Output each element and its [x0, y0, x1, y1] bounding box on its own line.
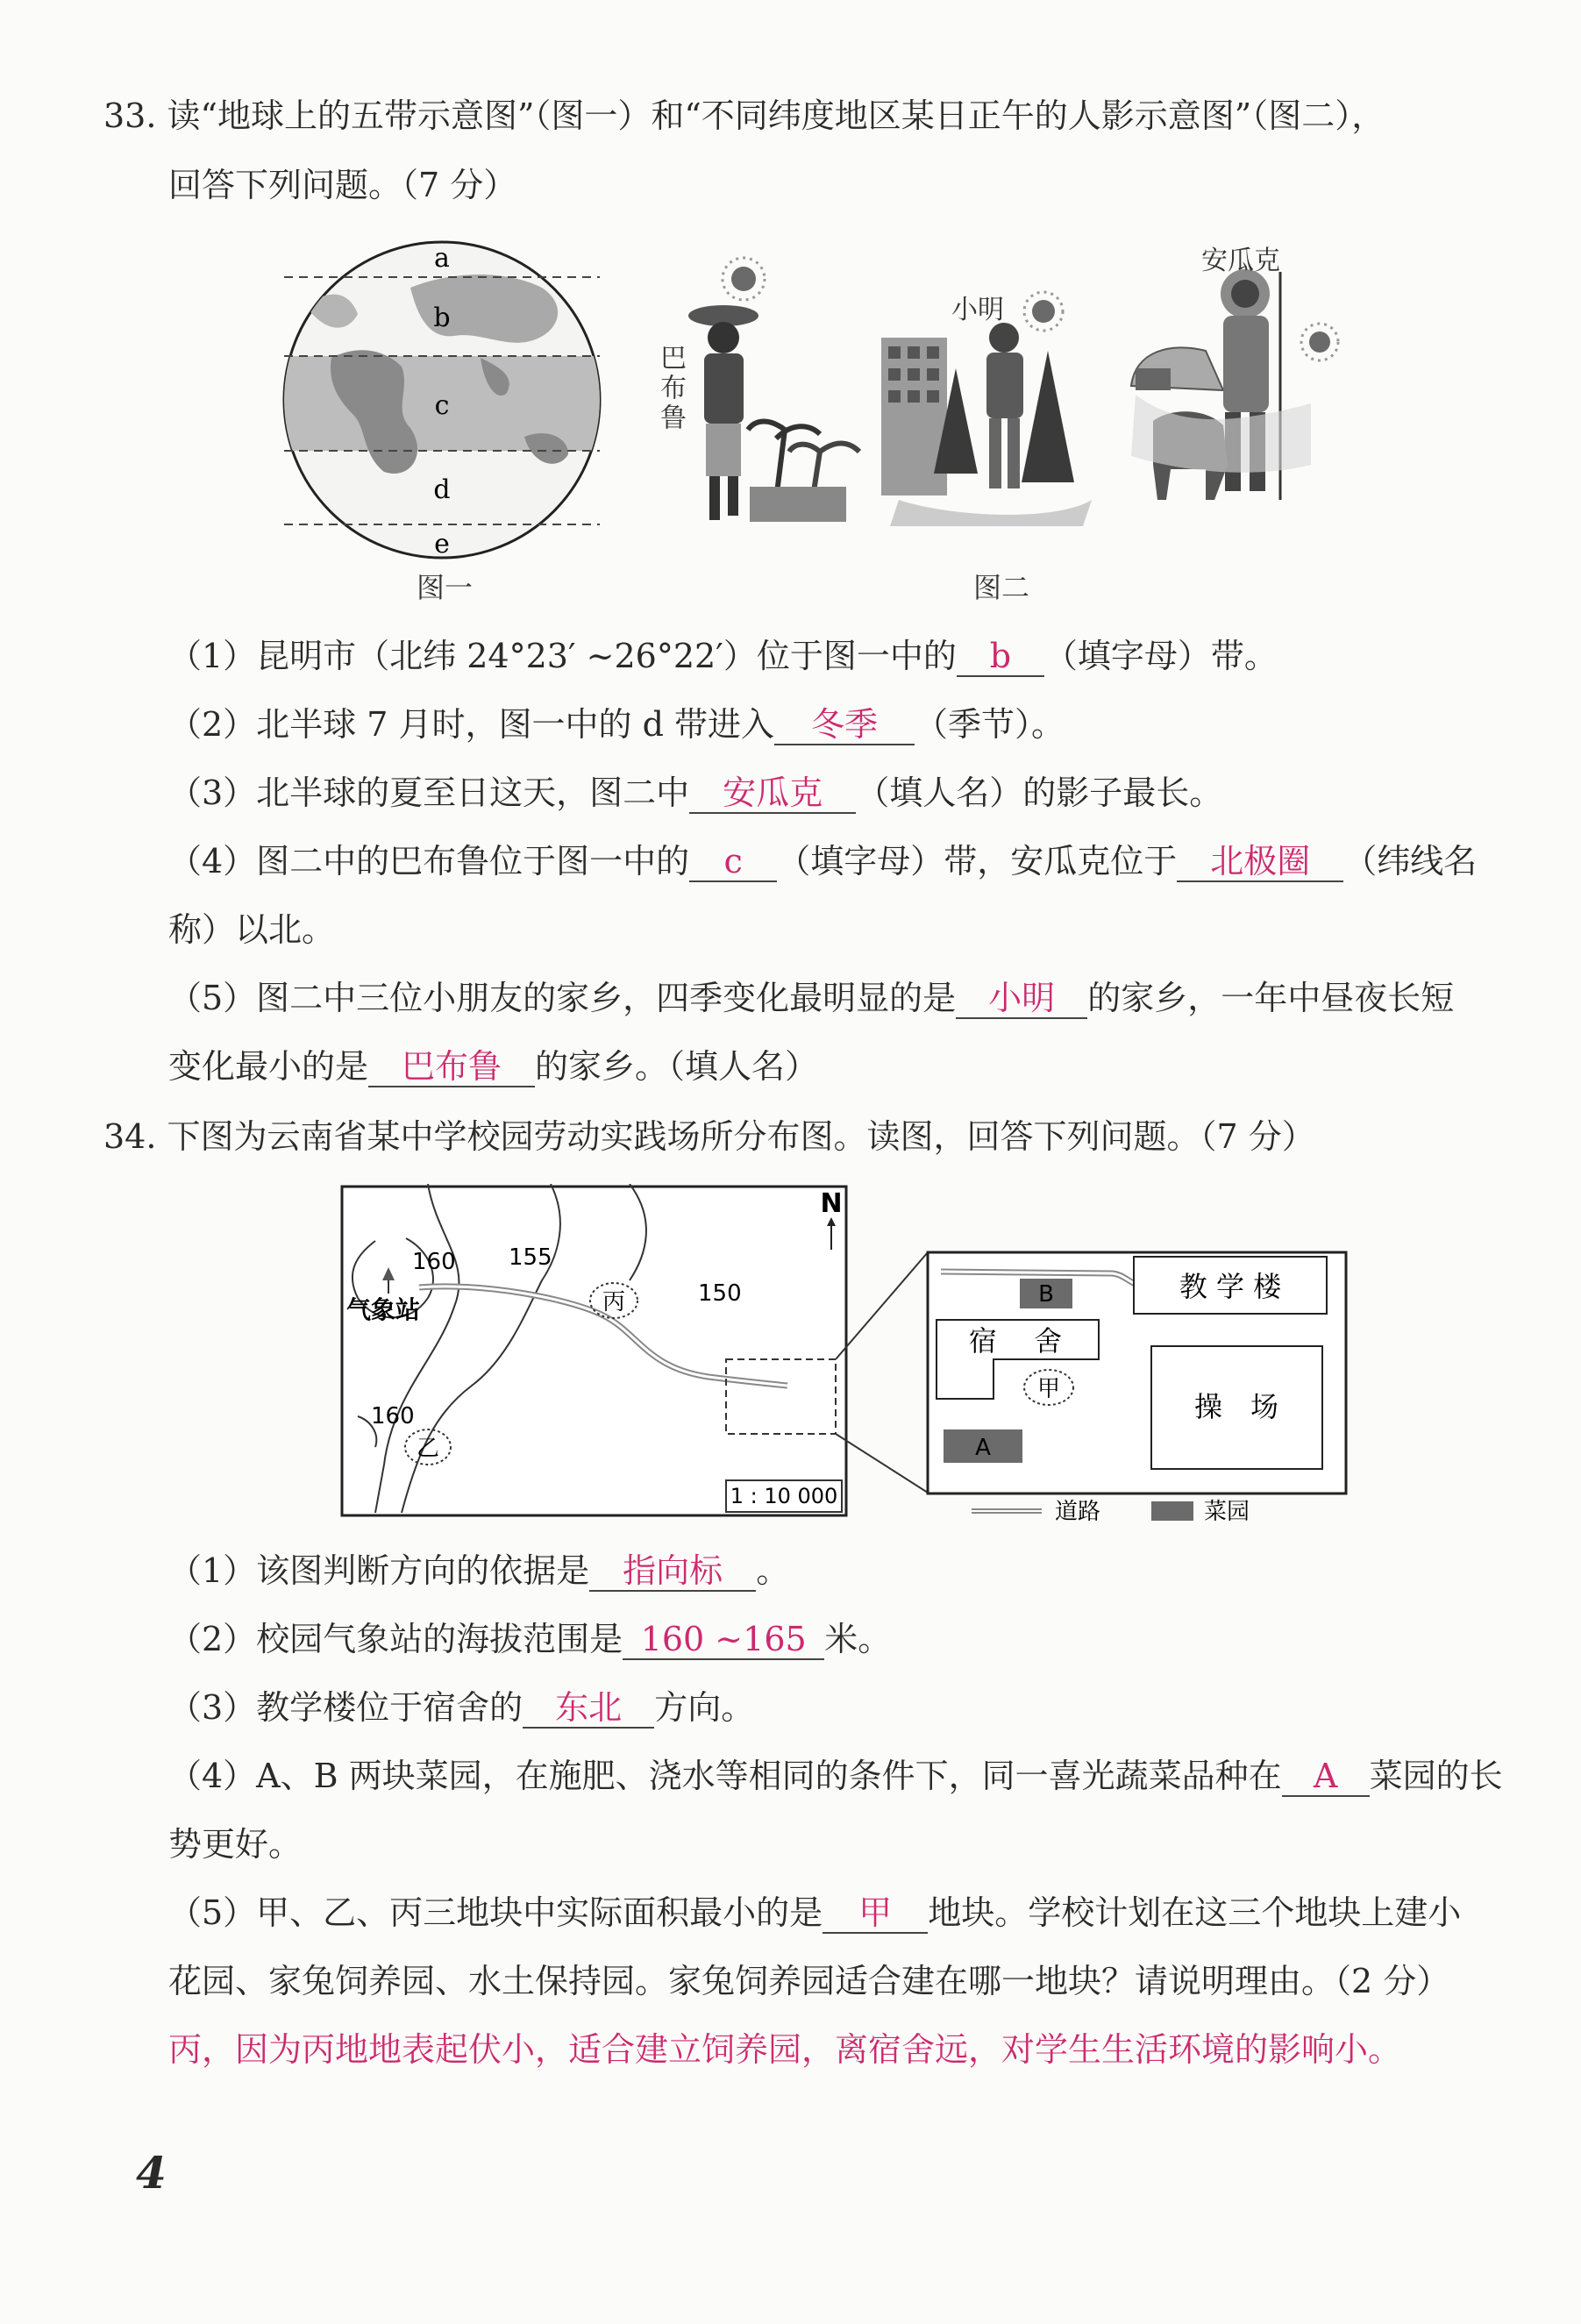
- building-dorm: 宿 舍: [968, 1324, 1063, 1358]
- fig2-illustrations: [645, 237, 1364, 539]
- q34-sub2: （2）校园气象站的海拔范围是 160 ~165 米。: [168, 1620, 892, 1658]
- q33-sub5: （5）图二中三位小朋友的家乡，四季变化最明显的是 小明 的家乡，一年中昼夜长短: [168, 979, 1455, 1017]
- q33-sub2: （2）北半球 7 月时，图一中的 d 带进入 冬季 （季节）。: [168, 705, 1065, 744]
- answer-blank[interactable]: 巴布鲁: [368, 1047, 535, 1087]
- q34-sub5-answer: 丙，因为丙地地表起伏小，适合建立饲养园，离宿舍远，对学生生活环境的影响小。: [168, 2030, 1402, 2069]
- building-playground: 操 场: [1193, 1390, 1279, 1423]
- legend-garden: 菜园: [1204, 1499, 1250, 1522]
- babulu-figure: [688, 305, 859, 522]
- fig1-globe: [279, 235, 610, 568]
- q33-sub4-line2: 称）以北。: [168, 910, 336, 949]
- zone-label-c: c: [434, 390, 450, 421]
- q34-sub4-line2: 势更好。: [168, 1825, 303, 1864]
- name-anguake: 安瓜克: [1201, 246, 1280, 276]
- contour-label: 160: [412, 1249, 456, 1275]
- q33-sub5-line2: 变化最小的是 巴布鲁 的家乡。（填人名）: [168, 1047, 819, 1086]
- sun-icon: [1301, 324, 1338, 360]
- contour-label: 150: [698, 1280, 742, 1307]
- q34-sub1: （1）该图判断方向的依据是 指向标 。: [168, 1551, 790, 1590]
- q33-sub3: （3）北半球的夏至日这天，图二中 安瓜克 （填人名）的影子最长。: [168, 773, 1223, 812]
- legend-road: 道路: [1055, 1499, 1101, 1522]
- anguake-figure: [1131, 269, 1311, 500]
- zone-label-a: a: [434, 243, 450, 274]
- q34-sub4: （4）A、B 两块菜园，在施肥、浇水等相同的条件下，同一喜光蔬菜品种在 A 菜园的长: [168, 1757, 1503, 1795]
- q33-sub4: （4）图二中的巴布鲁位于图一中的 c （填字母）带，安瓜克位于 北极圈 （纬线名: [168, 842, 1478, 880]
- answer-blank[interactable]: 安瓜克: [689, 773, 856, 814]
- answer-blank[interactable]: 小明: [956, 979, 1087, 1019]
- zone-label-d: d: [433, 474, 451, 505]
- station-label: 气象站: [346, 1295, 421, 1324]
- name-babulu: 巴布鲁: [655, 344, 686, 433]
- name-xiaoming: 小明: [951, 295, 1004, 325]
- page-number: 4: [136, 2147, 167, 2199]
- q34-sub5-line2: 花园、家兔饲养园、水土保持园。家兔饲养园适合建在哪一地块？请说明理由。（2 分）: [168, 1962, 1450, 2000]
- q34-sub5: （5）甲、乙、丙三地块中实际面积最小的是 甲 地块。学校计划在这三个地块上建小: [168, 1893, 1462, 1932]
- q33-title-line2: 回答下列问题。（7 分）: [168, 166, 517, 204]
- answer-blank[interactable]: 指向标: [589, 1551, 756, 1592]
- zone-label-e: e: [434, 529, 450, 560]
- q33-title-line1: 33. 读“地球上的五带示意图”（图一）和“不同纬度地区某日正午的人影示意图”（图二），: [103, 96, 1385, 135]
- q34-title: 34. 下图为云南省某中学校园劳动实践场所分布图。读图，回答下列问题。（7 分）: [103, 1117, 1315, 1156]
- sun-icon: [723, 258, 765, 300]
- zone-label-b: b: [433, 303, 451, 333]
- contour-label: 160: [371, 1403, 415, 1429]
- answer-blank[interactable]: 160 ~165: [623, 1620, 824, 1660]
- contour-label: 155: [509, 1244, 552, 1271]
- plot-yi: 乙: [416, 1436, 440, 1462]
- answer-blank[interactable]: 甲: [823, 1893, 928, 1934]
- answer-blank[interactable]: 东北: [523, 1688, 654, 1729]
- fig1-caption: 图一: [417, 571, 474, 604]
- answer-blank[interactable]: c: [689, 842, 777, 882]
- school-map: [340, 1184, 1349, 1522]
- answer-blank[interactable]: b: [957, 637, 1044, 677]
- q33-sub1: （1）昆明市（北纬 24°23′ ~26°22′）位于图一中的 b （填字母）带。: [168, 637, 1278, 675]
- answer-blank[interactable]: A: [1282, 1757, 1370, 1797]
- sun-icon: [1024, 292, 1063, 331]
- north-label: N: [820, 1188, 843, 1219]
- garden-a: A: [975, 1435, 991, 1461]
- answer-blank[interactable]: 冬季: [774, 705, 915, 745]
- xiaoming-figure: [881, 323, 1092, 526]
- fig2-caption: 图二: [973, 571, 1030, 604]
- garden-b: B: [1038, 1281, 1054, 1308]
- plot-bing: 丙: [602, 1289, 626, 1315]
- scale-label: 1 : 10 000: [730, 1484, 838, 1508]
- answer-blank[interactable]: 北极圈: [1177, 842, 1343, 882]
- plot-jia: 甲: [1036, 1376, 1061, 1402]
- building-teaching: 教 学 楼: [1179, 1270, 1282, 1303]
- q34-sub3: （3）教学楼位于宿舍的 东北 方向。: [168, 1688, 755, 1727]
